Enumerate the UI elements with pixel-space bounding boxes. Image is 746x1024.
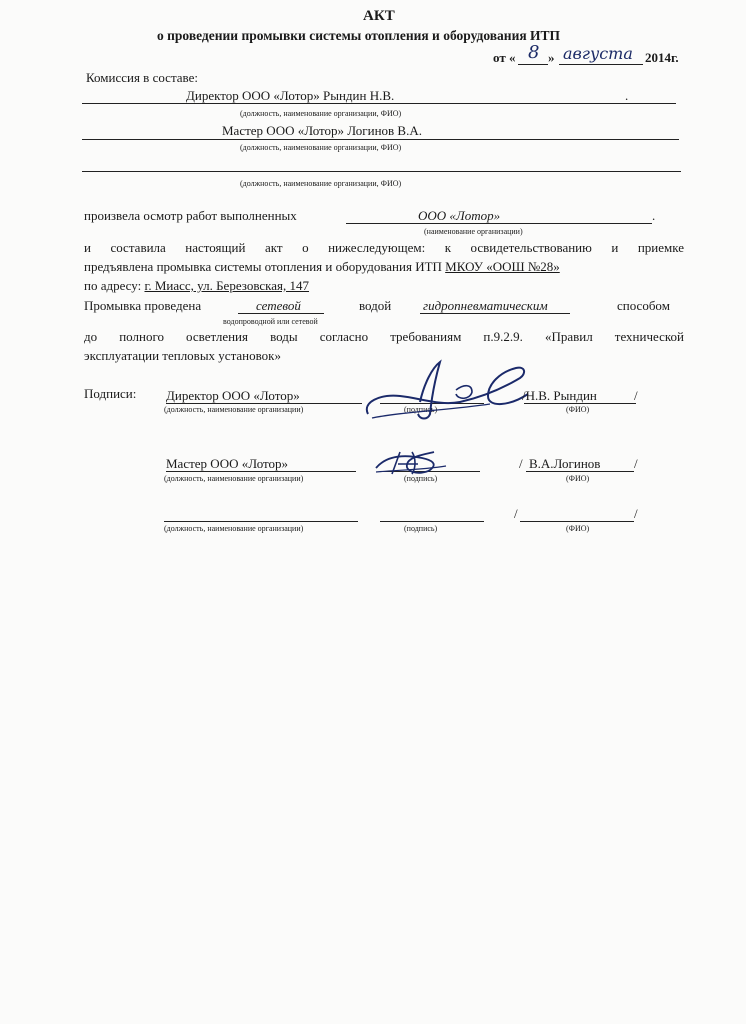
- date-day: 8: [528, 42, 540, 63]
- name-start-slash: /: [519, 456, 523, 471]
- position-caption: (должность, наименование организации): [164, 405, 304, 414]
- signer-position: Мастер ООО «Лотор»: [166, 456, 289, 471]
- address-value: г. Миасс, ул. Березовская, 147: [144, 278, 310, 293]
- signer-name: /Н.В. Рындин: [522, 388, 597, 403]
- paragraph-line: эксплуатации тепловых установок»: [84, 348, 281, 363]
- address-line: [84, 278, 309, 294]
- name-caption: (ФИО): [566, 524, 590, 533]
- paragraph-line: до полного осветления воды согласно требованиям п.9.2.9. «Правил технической: [84, 329, 684, 344]
- flush-caption: водопроводной или сетевой: [223, 317, 318, 326]
- date-prefix: от «: [493, 50, 516, 65]
- inspection-org: ООО «Лотор»: [418, 208, 501, 223]
- commission-member-caption: (должность, наименование организации, ФИО): [240, 179, 402, 188]
- commission-member-value: Директор ООО «Лотор» Рындин Н.В.: [186, 88, 395, 103]
- flush-word-water: водой: [359, 298, 392, 313]
- document-title: АКТ: [363, 8, 395, 24]
- date-month: августа: [563, 44, 633, 63]
- date-year: 2014г.: [645, 50, 679, 65]
- signer-position: Директор ООО «Лотор»: [166, 388, 300, 403]
- commission-member-caption: (должность, наименование организации, ФИО): [240, 109, 402, 118]
- inspection-caption: (наименование организации): [424, 227, 523, 236]
- name-end-slash: /: [634, 506, 638, 521]
- signature-caption: (подпись): [404, 405, 438, 414]
- name-caption: (ФИО): [566, 474, 590, 483]
- position-caption: (должность, наименование организации): [164, 474, 304, 483]
- inspection-label: произвела осмотр работ выполненных: [84, 208, 297, 223]
- commission-label: Комиссия в составе:: [86, 70, 198, 85]
- para1-prefix: предъявлена промывка системы отопления и оборудования ИТП: [84, 259, 446, 274]
- flush-label: Промывка проведена: [84, 298, 202, 313]
- flush-word-method: способом: [617, 298, 670, 313]
- signature-caption: (подпись): [404, 524, 438, 533]
- address-prefix: по адресу:: [84, 278, 145, 293]
- commission-member-value: Мастер ООО «Лотор» Логинов В.А.: [222, 123, 422, 138]
- paragraph-line: и составила настоящий акт о нижеследующем: к освидетельствованию и приемке: [84, 240, 684, 255]
- name-end-slash: /: [634, 388, 638, 403]
- object-name: МКОУ «ООШ №28»: [445, 259, 560, 274]
- date-mid: »: [548, 50, 555, 65]
- signer-name: В.А.Логинов: [529, 456, 601, 471]
- document-subtitle: о проведении промывки системы отопления и оборудования ИТП: [157, 28, 561, 43]
- signature-icon: [372, 448, 452, 478]
- position-caption: (должность, наименование организации): [164, 524, 304, 533]
- flush-water-type: сетевой: [256, 298, 301, 313]
- name-end-slash: /: [634, 456, 638, 471]
- signature-icon: [360, 354, 540, 424]
- name-caption: (ФИО): [566, 405, 590, 414]
- signatures-label: Подписи:: [84, 386, 137, 401]
- name-start-slash: /: [514, 506, 518, 521]
- paragraph-line: [84, 259, 560, 275]
- flush-method: гидропневматическим: [423, 298, 548, 313]
- signature-caption: (подпись): [404, 474, 438, 483]
- commission-member-caption: (должность, наименование организации, ФИО): [240, 143, 402, 152]
